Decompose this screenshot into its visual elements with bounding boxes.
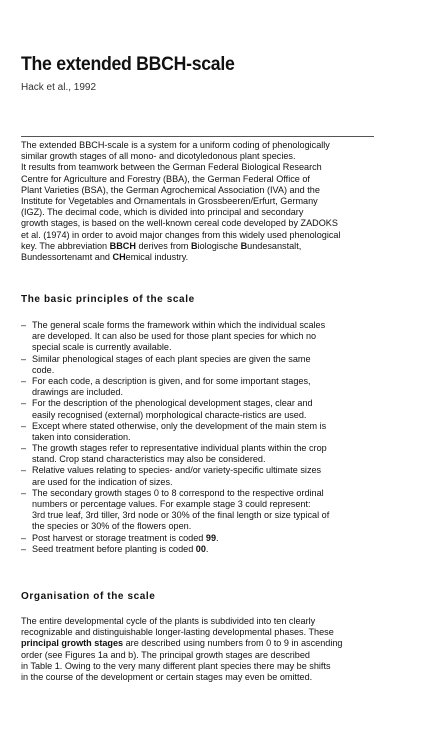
list-text: Except where stated otherwise, only the development of the main stem is xyxy=(32,420,327,431)
list-text: stand. Crop stand characteristics may also be considered. xyxy=(32,454,266,465)
list-text: For the description of the phenological development stages, clear and xyxy=(32,398,313,409)
dash-bullet: – xyxy=(21,487,27,498)
principles-list xyxy=(21,320,381,555)
bold-run: BBCH xyxy=(109,240,136,251)
bold-run: B xyxy=(191,240,198,251)
author-citation: Hack et al., 1992 xyxy=(21,82,97,93)
text-run: are described using numbers from 0 to 9 in ascending xyxy=(123,638,343,649)
list-item xyxy=(21,421,381,443)
list-line xyxy=(21,398,381,409)
section-heading-basic: The basic principles of the scale xyxy=(21,294,195,305)
dash-bullet: – xyxy=(21,420,27,431)
list-line xyxy=(21,421,381,432)
text-line: et al. (1974) in order to avoid major changes from this widely used phenological xyxy=(21,229,341,240)
bold-run: B xyxy=(240,240,248,251)
text-line: Centre for Agriculture and Forestry (BBA), the German Federal Office of xyxy=(21,173,310,184)
text-line: Institute for Vegetables and Ornamentals in Grossbeeren/Erfurt, Germany xyxy=(21,195,318,206)
text-run: emical industry. xyxy=(125,251,189,262)
text-line xyxy=(21,252,381,263)
list-text: Relative values relating to species- and/or variety-specific ultimate sizes xyxy=(32,465,322,476)
dash-bullet: – xyxy=(21,543,27,554)
intro-paragraph xyxy=(21,140,381,263)
text-line: (IGZ). The decimal code, which is divided into principal and secondary xyxy=(21,207,304,218)
list-text: . xyxy=(205,543,209,554)
text-line: in the course of the development or certain stages may even be omitted. xyxy=(21,671,313,682)
list-text: easily recognised (external) morphological characte-ristics are used. xyxy=(32,409,307,420)
text-run: key. The abbreviation xyxy=(21,240,110,251)
list-item xyxy=(21,354,381,376)
list-text: the species or 30% of the flowers open. xyxy=(32,521,192,532)
list-item xyxy=(21,320,381,354)
text-line: The entire developmental cycle of the plants is subdivided into ten clearly xyxy=(21,616,316,626)
list-line xyxy=(21,342,381,353)
list-text: . xyxy=(216,532,219,543)
bold-run: principal growth stages xyxy=(21,638,124,649)
dash-bullet: – xyxy=(21,398,27,409)
dash-bullet: – xyxy=(21,443,27,454)
list-line xyxy=(21,488,381,499)
text-line: recognizable and distinguishable longer-lasting developmental phases. These xyxy=(21,627,334,638)
bold-run: CH xyxy=(112,251,126,262)
list-line xyxy=(21,443,381,454)
list-line xyxy=(21,331,381,342)
list-text: 3rd true leaf, 3rd tiller, 3rd node or 30% of the final length or size typical of xyxy=(32,510,330,521)
text-run: Bundessortenamt and xyxy=(21,251,113,262)
list-text: For each code, a description is given, and for some important stages, xyxy=(32,375,311,386)
dash-bullet: – xyxy=(21,465,27,476)
list-line xyxy=(21,544,381,555)
list-line xyxy=(21,465,381,476)
text-line xyxy=(21,241,381,252)
list-line xyxy=(21,432,381,443)
list-line xyxy=(21,387,381,398)
list-text: special scale is currently available. xyxy=(32,342,172,353)
bold-run: 99 xyxy=(205,532,217,543)
text-line: similar growth stages of all mono- and dicotyledonous plant species. xyxy=(21,151,296,162)
list-text: taken into consideration. xyxy=(32,431,131,442)
list-line xyxy=(21,365,381,376)
text-line: order (see Figures 1a and b). The principal growth stages are described xyxy=(21,649,310,660)
section-heading-organisation: Organisation of the scale xyxy=(21,591,156,602)
list-line xyxy=(21,510,381,521)
list-line xyxy=(21,376,381,387)
list-item xyxy=(21,376,381,398)
list-line xyxy=(21,533,381,544)
list-text: Post harvest or storage treatment is coded xyxy=(32,532,206,543)
organisation-paragraph xyxy=(21,616,381,683)
list-text: code. xyxy=(32,364,55,375)
list-line xyxy=(21,521,381,532)
list-item xyxy=(21,488,381,533)
page-title: The extended BBCH-scale xyxy=(21,54,235,75)
list-text: The growth stages refer to representative individual plants within the crop xyxy=(32,443,327,454)
list-line xyxy=(21,354,381,365)
list-text: numbers or percentage values. For example stage 3 could represent: xyxy=(32,499,311,509)
list-text: are used for the indication of sizes. xyxy=(32,476,173,487)
list-line xyxy=(21,320,381,331)
text-line: The extended BBCH-scale is a system for a uniform coding of phenologically xyxy=(21,140,330,150)
dash-bullet: – xyxy=(21,532,27,543)
list-line xyxy=(21,410,381,421)
list-item xyxy=(21,465,381,487)
divider-rule xyxy=(21,136,374,137)
text-line: in Table 1. Owing to the very many different plant species there may be shifts xyxy=(21,660,331,671)
dash-bullet: – xyxy=(21,320,27,330)
list-text: Similar phenological stages of each plant species are given the same xyxy=(32,353,311,364)
bold-run: 00 xyxy=(195,543,206,554)
list-text: The general scale forms the framework within which the individual scales xyxy=(32,320,326,330)
text-run: iologische xyxy=(197,240,241,251)
text-line: It results from teamwork between the German Federal Biological Research xyxy=(21,162,322,173)
list-item xyxy=(21,544,381,555)
list-line xyxy=(21,477,381,488)
list-item xyxy=(21,443,381,465)
list-line xyxy=(21,499,381,510)
list-text: Seed treatment before planting is coded xyxy=(32,543,196,554)
dash-bullet: – xyxy=(21,353,27,364)
text-line xyxy=(21,638,381,649)
text-line: growth stages, is based on the well-known cereal code developed by ZADOKS xyxy=(21,218,338,229)
list-text: drawings are included. xyxy=(32,387,123,398)
text-line: Plant Varieties (BSA), the German Agrochemical Association (IVA) and the xyxy=(21,184,320,195)
list-item xyxy=(21,533,381,544)
list-item xyxy=(21,398,381,420)
text-run: undesanstalt, xyxy=(247,240,302,251)
list-line xyxy=(21,454,381,465)
text-run: derives from xyxy=(135,240,192,251)
dash-bullet: – xyxy=(21,375,27,386)
list-text: are developed. It can also be used for those plant species for which no xyxy=(32,331,317,342)
list-text: The secondary growth stages 0 to 8 correspond to the respective ordinal xyxy=(32,487,324,498)
